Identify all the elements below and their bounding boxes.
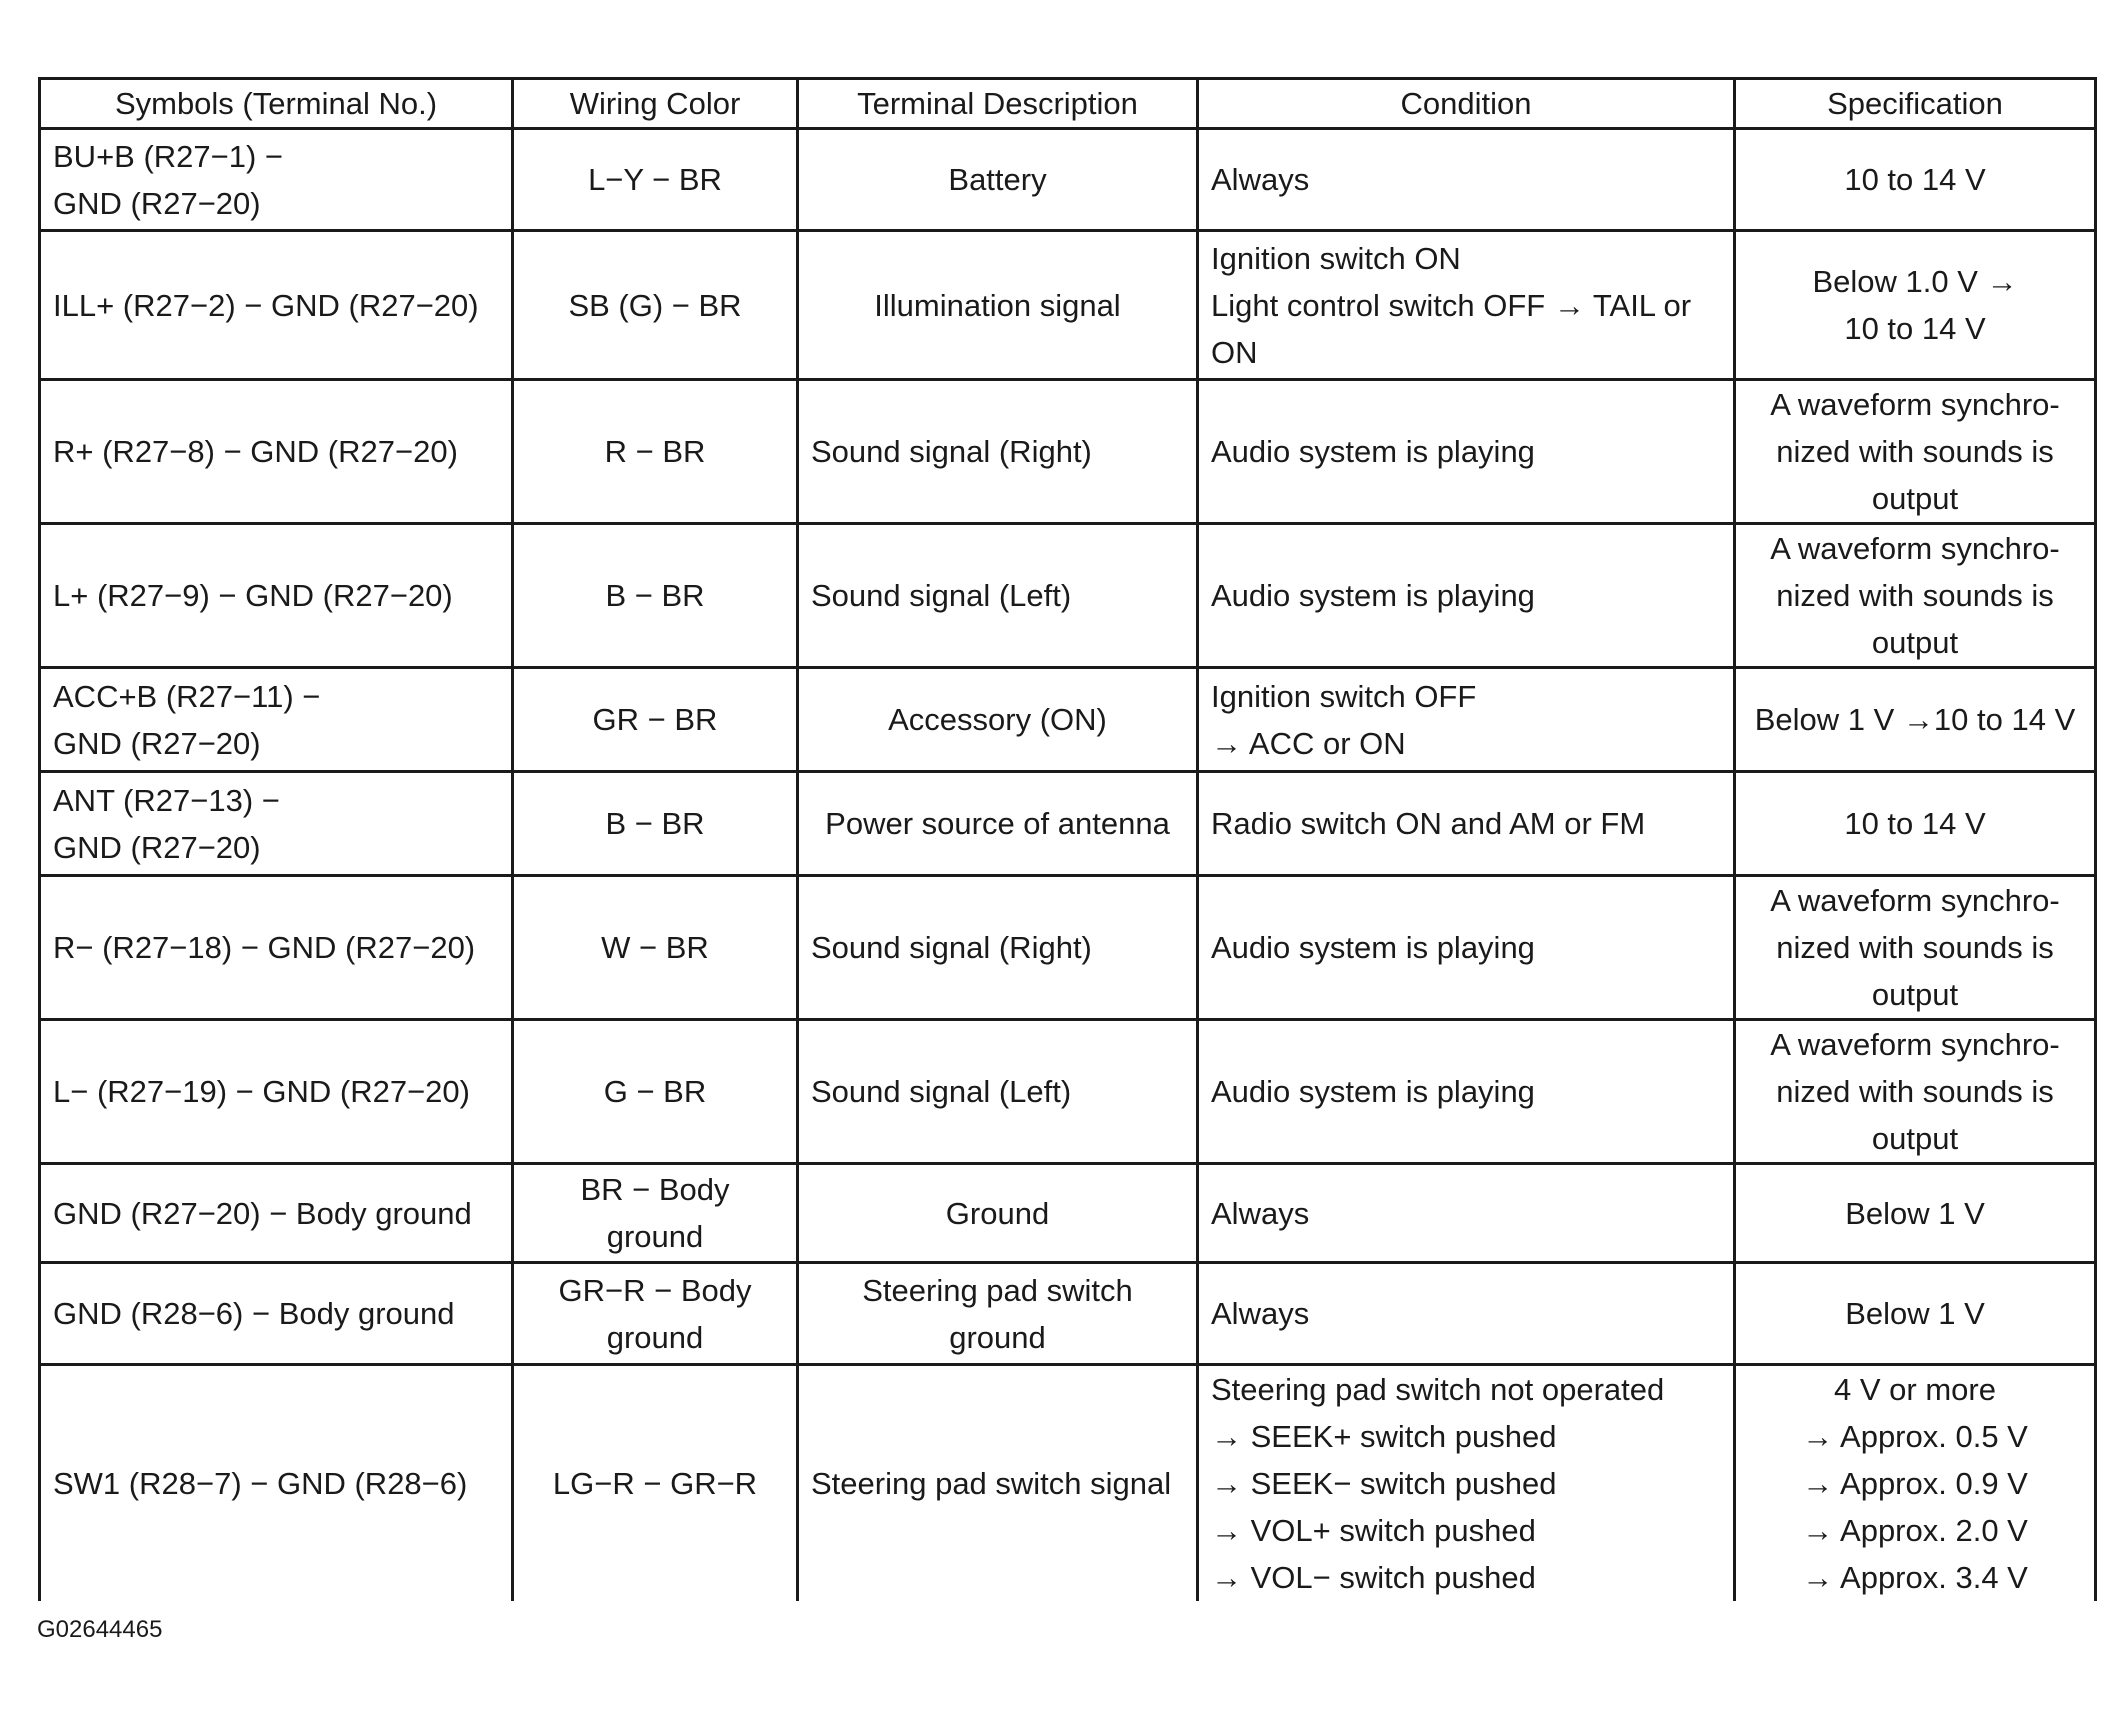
cell-line: A waveform synchro-: [1770, 531, 2060, 566]
cell-line: GR − BR: [592, 702, 718, 737]
wiring-color-cell: [513, 524, 798, 668]
wiring-color-cell: [513, 231, 798, 380]
cell-line: Always: [1211, 1195, 1310, 1231]
cell-line: BR − Body: [580, 1172, 730, 1207]
cell-line: Below 1 V: [1845, 1195, 1985, 1231]
table-row: [40, 129, 2096, 231]
cell-line: nized with sounds is: [1776, 434, 2054, 469]
description-cell: [798, 231, 1198, 380]
description-cell: [798, 772, 1198, 876]
cell-line: G − BR: [603, 1074, 707, 1109]
cell-line: 10 to 14 V: [1844, 162, 1986, 197]
specification-cell: [1735, 231, 2096, 380]
wiring-color-cell: [513, 668, 798, 772]
symbol-cell: [40, 876, 513, 1020]
symbol-cell: [40, 1164, 513, 1263]
cell-line: Audio system is playing: [1211, 930, 1535, 965]
cell-line: Ground: [945, 1195, 1050, 1231]
header-terminal-description: Terminal Description: [798, 79, 1198, 129]
cell-line: → VOL− switch pushed: [1211, 1560, 1536, 1595]
cell-line: Steering pad switch not operated: [1211, 1372, 1665, 1407]
condition-cell: [1198, 1263, 1735, 1365]
cell-line: Always: [1211, 162, 1310, 197]
figure-id: G02644465: [37, 1616, 163, 1643]
specification-cell: [1735, 380, 2096, 524]
cell-line: L−Y − BR: [588, 162, 722, 197]
description-cell: [798, 1164, 1198, 1263]
cell-line: GND (R27−20) − Body ground: [53, 1195, 472, 1231]
cell-line: → VOL+ switch pushed: [1211, 1513, 1536, 1548]
symbol-cell: [40, 380, 513, 524]
cell-line: Steering pad switch signal: [811, 1466, 1172, 1501]
table-row: [40, 1263, 2096, 1365]
cell-line: ON: [1211, 334, 1258, 370]
cell-line: ground: [606, 1219, 704, 1254]
cell-line: ANT (R27−13) −: [53, 782, 280, 818]
cell-line: Audio system is playing: [1211, 578, 1535, 613]
cell-line: Battery: [948, 162, 1047, 197]
condition-cell: [1198, 1365, 1735, 1602]
cell-line: A waveform synchro-: [1770, 883, 2060, 918]
cell-line: Sound signal (Left): [811, 578, 1072, 613]
specification-cell: [1735, 524, 2096, 668]
wiring-color-cell: [513, 1263, 798, 1365]
cell-line: Below 1 V →10 to 14 V: [1754, 702, 2076, 737]
cell-line: → Approx. 0.9 V: [1802, 1466, 2028, 1501]
cell-line: Below 1 V: [1845, 1296, 1985, 1331]
description-cell: [798, 876, 1198, 1020]
wiring-color-cell: [513, 772, 798, 876]
cell-line: R − BR: [604, 434, 706, 469]
description-cell: [798, 1020, 1198, 1164]
condition-cell: [1198, 380, 1735, 524]
terminal-spec-table: [38, 77, 2097, 1601]
cell-line: ILL+ (R27−2) − GND (R27−20): [53, 287, 479, 323]
wiring-color-cell: [513, 129, 798, 231]
cell-line: 10 to 14 V: [1844, 311, 1986, 346]
table-row: [40, 772, 2096, 876]
specification-cell: [1735, 876, 2096, 1020]
cell-line: nized with sounds is: [1776, 578, 2054, 613]
cell-line: LG−R − GR−R: [552, 1466, 758, 1501]
description-cell: [798, 1365, 1198, 1602]
symbol-cell: [40, 1365, 513, 1602]
cell-line: GR−R − Body: [558, 1272, 752, 1308]
cell-line: Ignition switch OFF: [1211, 678, 1477, 714]
cell-line: SB (G) − BR: [568, 287, 742, 323]
cell-line: R− (R27−18) − GND (R27−20): [53, 930, 476, 965]
specification-cell: [1735, 772, 2096, 876]
condition-cell: [1198, 668, 1735, 772]
table-row: [40, 1164, 2096, 1263]
wiring-color-cell: [513, 876, 798, 1020]
symbol-cell: [40, 668, 513, 772]
cell-line: GND (R27−20): [53, 725, 261, 761]
cell-line: → ACC or ON: [1211, 725, 1406, 761]
table-row: [40, 876, 2096, 1020]
wiring-color-cell: [513, 1020, 798, 1164]
specification-cell: [1735, 1164, 2096, 1263]
condition-cell: [1198, 231, 1735, 380]
header-specification: Specification: [1735, 79, 2096, 129]
description-cell: [798, 524, 1198, 668]
cell-line: L− (R27−19) − GND (R27−20): [53, 1074, 470, 1109]
description-cell: [798, 380, 1198, 524]
cell-line: ACC+B (R27−11) −: [53, 678, 321, 714]
condition-cell: [1198, 1164, 1735, 1263]
cell-line: GND (R27−20): [53, 829, 261, 865]
symbol-cell: [40, 231, 513, 380]
cell-line: ground: [606, 1319, 704, 1355]
wiring-color-cell: [513, 380, 798, 524]
cell-line: BU+B (R27−1) −: [53, 138, 284, 174]
cell-line: SW1 (R28−7) − GND (R28−6): [53, 1466, 468, 1501]
table-row: [40, 380, 2096, 524]
header-wiring-color: Wiring Color: [513, 79, 798, 129]
cell-line: GND (R28−6) − Body ground: [53, 1296, 455, 1331]
symbol-cell: [40, 1020, 513, 1164]
cell-line: Light control switch OFF → TAIL or: [1211, 287, 1692, 323]
header-row: [40, 79, 2096, 129]
condition-cell: [1198, 1020, 1735, 1164]
symbol-cell: [40, 129, 513, 231]
cell-line: output: [1871, 1121, 1959, 1156]
specification-cell: [1735, 1263, 2096, 1365]
condition-cell: [1198, 772, 1735, 876]
condition-cell: [1198, 129, 1735, 231]
condition-cell: [1198, 876, 1735, 1020]
cell-line: R+ (R27−8) − GND (R27−20): [53, 434, 458, 469]
cell-line: Below 1.0 V →: [1812, 264, 2018, 299]
cell-line: Audio system is playing: [1211, 1074, 1535, 1109]
cell-line: nized with sounds is: [1776, 1074, 2054, 1109]
cell-line: ground: [949, 1319, 1046, 1355]
description-cell: [798, 668, 1198, 772]
cell-line: Radio switch ON and AM or FM: [1211, 806, 1646, 841]
specification-cell: [1735, 668, 2096, 772]
symbol-cell: [40, 524, 513, 668]
cell-line: 4 V or more: [1834, 1372, 1996, 1407]
table-row: [40, 1365, 2096, 1602]
cell-line: → Approx. 2.0 V: [1802, 1513, 2028, 1548]
cell-line: 10 to 14 V: [1844, 806, 1986, 841]
cell-line: → Approx. 3.4 V: [1802, 1560, 2028, 1595]
table-row: [40, 1020, 2096, 1164]
specification-cell: [1735, 1020, 2096, 1164]
specification-cell: [1735, 129, 2096, 231]
table-row: [40, 524, 2096, 668]
cell-line: Sound signal (Right): [811, 930, 1092, 965]
cell-line: B − BR: [605, 578, 705, 613]
cell-line: Sound signal (Left): [811, 1074, 1072, 1109]
cell-line: Steering pad switch: [862, 1272, 1133, 1308]
table-row: [40, 231, 2096, 380]
cell-line: B − BR: [605, 806, 705, 841]
symbol-cell: [40, 1263, 513, 1365]
cell-line: Audio system is playing: [1211, 434, 1535, 469]
cell-line: → SEEK− switch pushed: [1211, 1466, 1557, 1501]
symbol-cell: [40, 772, 513, 876]
condition-cell: [1198, 524, 1735, 668]
wiring-color-cell: [513, 1164, 798, 1263]
cell-line: output: [1871, 625, 1959, 660]
table-row: [40, 668, 2096, 772]
specification-cell: [1735, 1365, 2096, 1602]
cell-line: A waveform synchro-: [1770, 387, 2060, 422]
header-condition: Condition: [1198, 79, 1735, 129]
cell-line: output: [1871, 481, 1959, 516]
cell-line: nized with sounds is: [1776, 930, 2054, 965]
cell-line: A waveform synchro-: [1770, 1027, 2060, 1062]
header-symbols: Symbols (Terminal No.): [40, 79, 513, 129]
cell-line: L+ (R27−9) − GND (R27−20): [53, 578, 453, 613]
description-cell: [798, 129, 1198, 231]
cell-line: Illumination signal: [874, 287, 1121, 323]
cell-line: → Approx. 0.5 V: [1802, 1419, 2028, 1454]
cell-line: GND (R27−20): [53, 185, 261, 221]
cell-line: Accessory (ON): [888, 702, 1107, 737]
cell-line: → SEEK+ switch pushed: [1211, 1419, 1557, 1454]
cell-line: Power source of antenna: [825, 806, 1170, 841]
description-cell: [798, 1263, 1198, 1365]
cell-line: Ignition switch ON: [1211, 240, 1461, 276]
cell-line: output: [1871, 977, 1959, 1012]
cell-line: W − BR: [601, 930, 709, 965]
wiring-color-cell: [513, 1365, 798, 1602]
cell-line: Sound signal (Right): [811, 434, 1092, 469]
cell-line: Always: [1211, 1296, 1310, 1331]
